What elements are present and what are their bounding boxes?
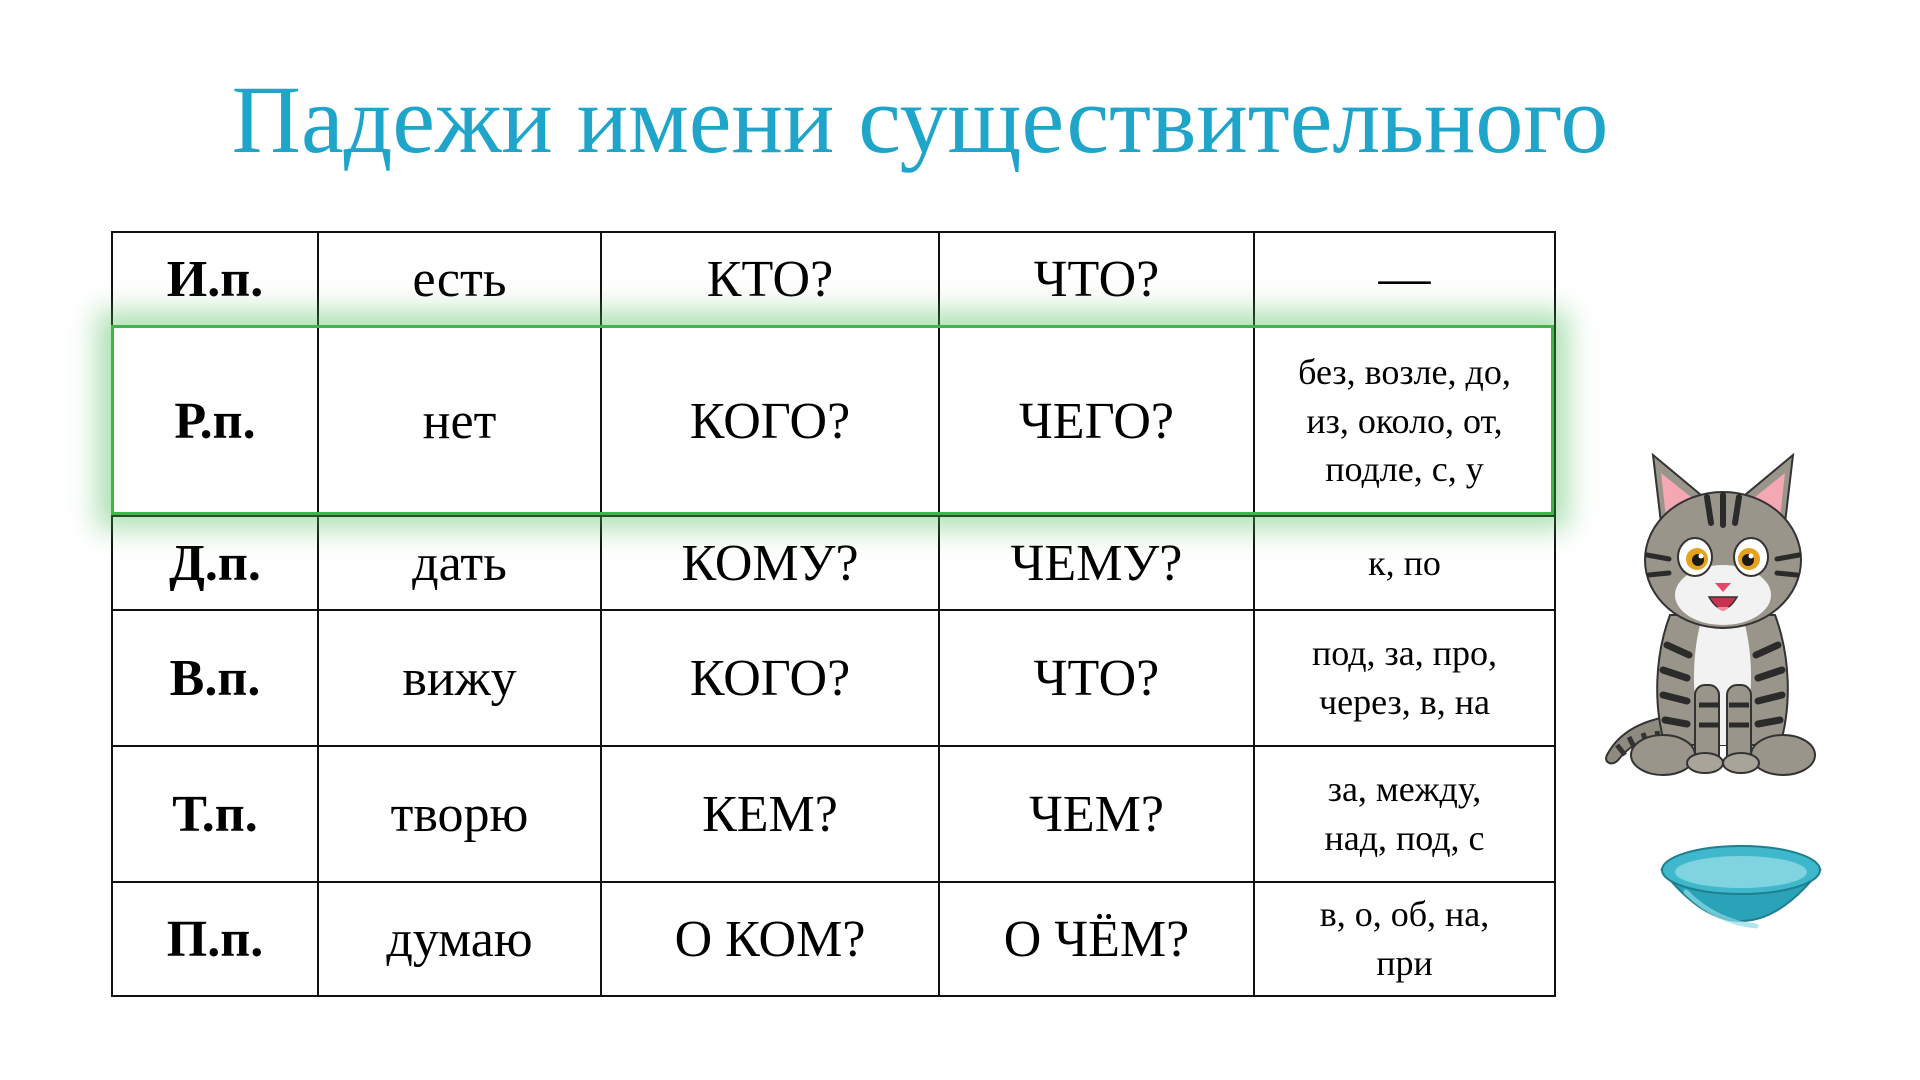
- prepositions: под, за, про, через, в, на: [1254, 610, 1555, 746]
- prepositions: в, о, об, на, при: [1254, 882, 1555, 996]
- page-title: Падежи имени существительного: [231, 66, 1609, 173]
- helper-word: думаю: [318, 882, 601, 996]
- table-row: [112, 610, 1555, 746]
- helper-word: нет: [318, 326, 601, 516]
- cat-illustration: [1595, 445, 1850, 785]
- question-inanimate: ЧТО?: [939, 610, 1254, 746]
- table-row: [112, 516, 1555, 610]
- prepositions: за, между, над, под, с: [1254, 746, 1555, 882]
- helper-word: дать: [318, 516, 601, 610]
- table-row: [112, 882, 1555, 996]
- helper-word: есть: [318, 232, 601, 326]
- prepositions: к, по: [1254, 516, 1555, 610]
- question-animate: КОМУ?: [601, 516, 939, 610]
- table-row: [112, 746, 1555, 882]
- question-inanimate: ЧЕМ?: [939, 746, 1254, 882]
- case-name: В.п.: [112, 610, 318, 746]
- helper-word: творю: [318, 746, 601, 882]
- prepositions: —: [1254, 232, 1555, 326]
- question-inanimate: ЧЕГО?: [939, 326, 1254, 516]
- case-name: Д.п.: [112, 516, 318, 610]
- table-row: [112, 232, 1555, 326]
- case-name: П.п.: [112, 882, 318, 996]
- question-animate: КОГО?: [601, 326, 939, 516]
- question-inanimate: ЧЕМУ?: [939, 516, 1254, 610]
- prepositions: без, возле, до, из, около, от, подле, с, у: [1254, 326, 1555, 516]
- question-inanimate: ЧТО?: [939, 232, 1254, 326]
- question-inanimate: О ЧЁМ?: [939, 882, 1254, 996]
- helper-word: вижу: [318, 610, 601, 746]
- question-animate: КЕМ?: [601, 746, 939, 882]
- question-animate: КОГО?: [601, 610, 939, 746]
- case-name: И.п.: [112, 232, 318, 326]
- cases-table: [111, 231, 1556, 997]
- bowl-illustration: [1656, 842, 1826, 942]
- question-animate: КТО?: [601, 232, 939, 326]
- case-name: Т.п.: [112, 746, 318, 882]
- table-row: [112, 326, 1555, 516]
- case-name: Р.п.: [112, 326, 318, 516]
- question-animate: О КОМ?: [601, 882, 939, 996]
